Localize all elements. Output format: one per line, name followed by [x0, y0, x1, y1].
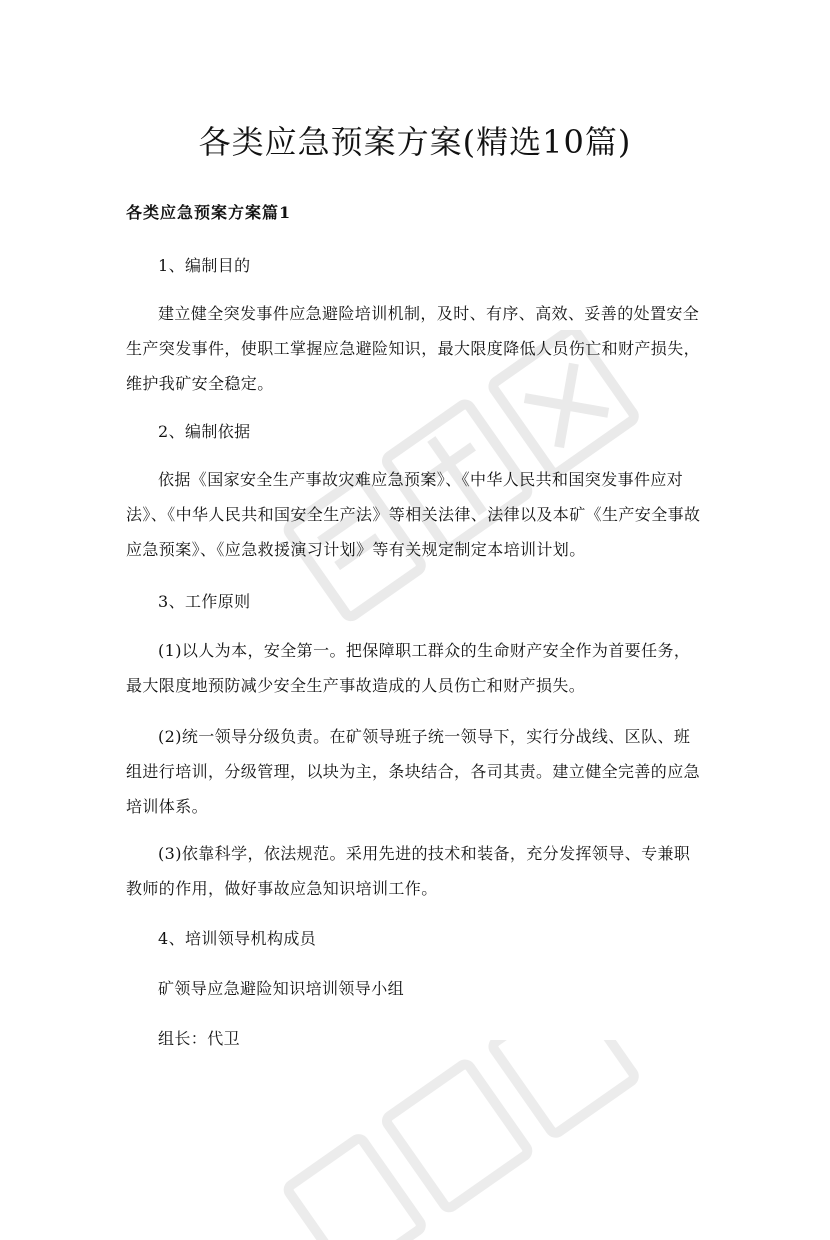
paragraph-team-leader: 组长：代卫: [158, 1029, 241, 1048]
watermark-bottom-icon: [250, 1040, 670, 1240]
heading-principles: 3、工作原则: [158, 592, 251, 611]
paragraph-principle-3: (3)依靠科学，依法规范。采用先进的技术和装备，充分发挥领导、专兼职教师的作用，做好事故应急知识培训工作。: [126, 844, 691, 898]
paragraph-purpose: 建立健全突发事件应急避险培训机制，及时、有序、高效、妥善的处置安全生产突发事件，使职工掌握应急避险知识，最大限度降低人员伤亡和财产损失，维护我矿安全稳定。: [126, 304, 701, 393]
paragraph-principle-1: (1)以人为本，安全第一。把保障职工群众的生命财产安全作为首要任务，最大限度地预防减少安全生产事故造成的人员伤亡和财产损失。: [126, 641, 691, 695]
paragraph-principle-2: (2)统一领导分级负责。在矿领导班子统一领导下，实行分战线、区队、班组进行培训，分级管理，以块为主，条块结合，各司其责。建立健全完善的应急培训体系。: [126, 727, 701, 816]
heading-leadership: 4、培训领导机构成员: [158, 929, 317, 948]
section-heading: 各类应急预案方案篇1: [126, 203, 292, 222]
heading-basis: 2、编制依据: [158, 422, 251, 441]
paragraph-leadership-group: 矿领导应急避险知识培训领导小组: [158, 979, 405, 998]
document-title: 各类应急预案方案(精选10篇): [198, 123, 632, 161]
heading-purpose: 1、编制目的: [158, 256, 251, 275]
paragraph-basis: 依据《国家安全生产事故灾难应急预案》、《中华人民共和国突发事件应对法》、《中华人民共和国安全生产法》等相关法律、法律以及本矿《生产安全事故应急预案》、《应急救援演习计划》等有关规定制定本培训计划。: [126, 470, 701, 559]
